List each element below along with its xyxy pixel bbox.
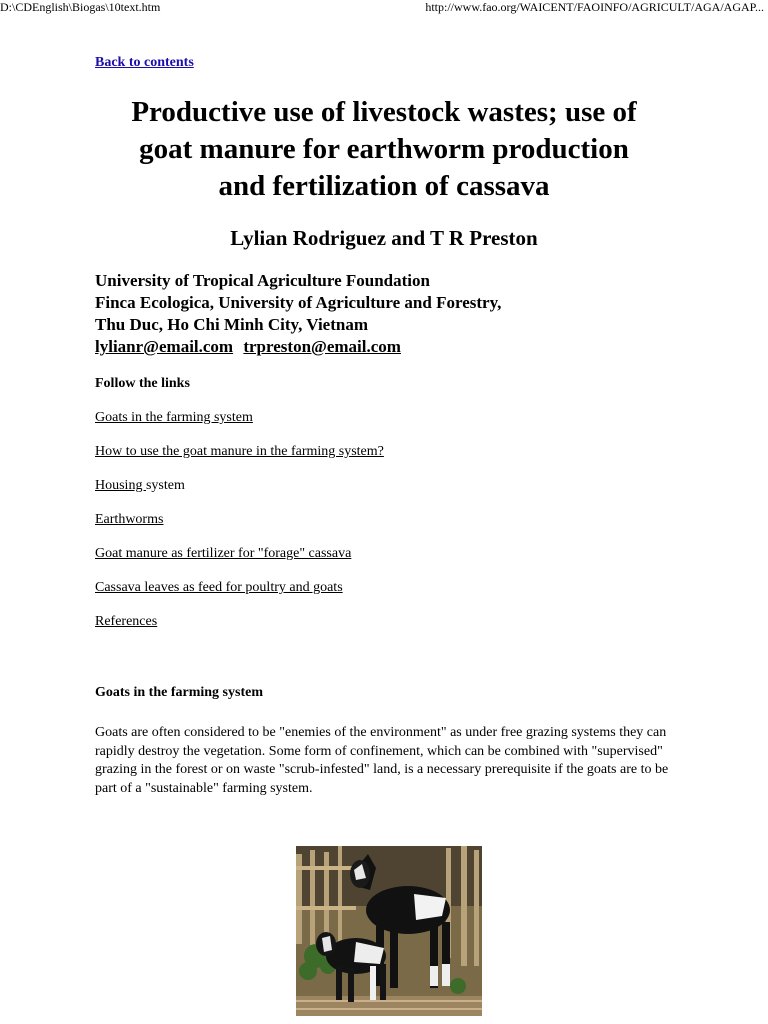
list-item	[95, 477, 384, 511]
authors: Lylian Rodriguez and T R Preston	[230, 226, 538, 250]
print-header	[0, 0, 768, 16]
list-item	[95, 545, 384, 579]
file-path: D:\CDEnglish\Biogas\10text.htm	[0, 0, 161, 14]
follow-links-heading: Follow the links	[95, 376, 190, 391]
title-line-3: and fertilization of cassava	[218, 170, 550, 202]
emails-row	[95, 336, 501, 358]
list-item	[95, 443, 384, 477]
list-item	[95, 613, 384, 647]
page-url: http://www.fao.org/WAICENT/FAOINFO/AGRICULT/AGA/AGAP...	[425, 0, 764, 14]
link-housing[interactable]: Housing	[95, 478, 146, 493]
page-title	[70, 94, 698, 205]
goat-photo-illustration	[296, 846, 482, 1016]
title-line-2: goat manure for earthworm production	[139, 133, 629, 165]
list-item	[95, 409, 384, 443]
goat-photo	[296, 846, 482, 1016]
title-line-1: Productive use of livestock wastes; use of	[131, 96, 637, 128]
link-goat-manure-fertilizer[interactable]: Goat manure as fertilizer for "forage" cassava	[95, 546, 352, 561]
affiliation-block	[95, 270, 501, 358]
affiliation-line-2: Finca Ecologica, University of Agriculture and Forestry,	[95, 293, 502, 312]
link-list	[95, 409, 384, 647]
back-to-contents-link[interactable]: Back to contents	[95, 55, 194, 70]
link-goats-farming-system[interactable]: Goats in the farming system	[95, 410, 253, 425]
list-item	[95, 511, 384, 545]
affiliation-line-1: University of Tropical Agriculture Foundation	[95, 271, 430, 290]
housing-suffix: system	[145, 478, 185, 493]
link-earthworms[interactable]: Earthworms	[95, 512, 164, 527]
link-references[interactable]: References	[95, 614, 158, 629]
link-cassava-leaves-feed[interactable]: Cassava leaves as feed for poultry and goats	[95, 580, 343, 595]
section-heading: Goats in the farming system	[95, 685, 263, 700]
affiliation-line-3: Thu Duc, Ho Chi Minh City, Vietnam	[95, 315, 368, 334]
list-item	[95, 579, 384, 613]
email-link-rodriguez[interactable]: lylianr@email.com	[95, 337, 234, 356]
section-paragraph: Goats are often considered to be "enemies of the environment" as under free grazing systems they can rapidly destroy the vegetation. Some form of confinement, which can be combined with "supervised" grazing in the forest or on waste "scrub-infested" land, is a necessary prerequisite if the goats are to be part of a "sustainable" farming system.	[95, 725, 669, 796]
email-link-preston[interactable]: trpreston@email.com	[243, 337, 401, 356]
link-goat-manure-use[interactable]: How to use the goat manure in the farming system?	[95, 444, 384, 459]
